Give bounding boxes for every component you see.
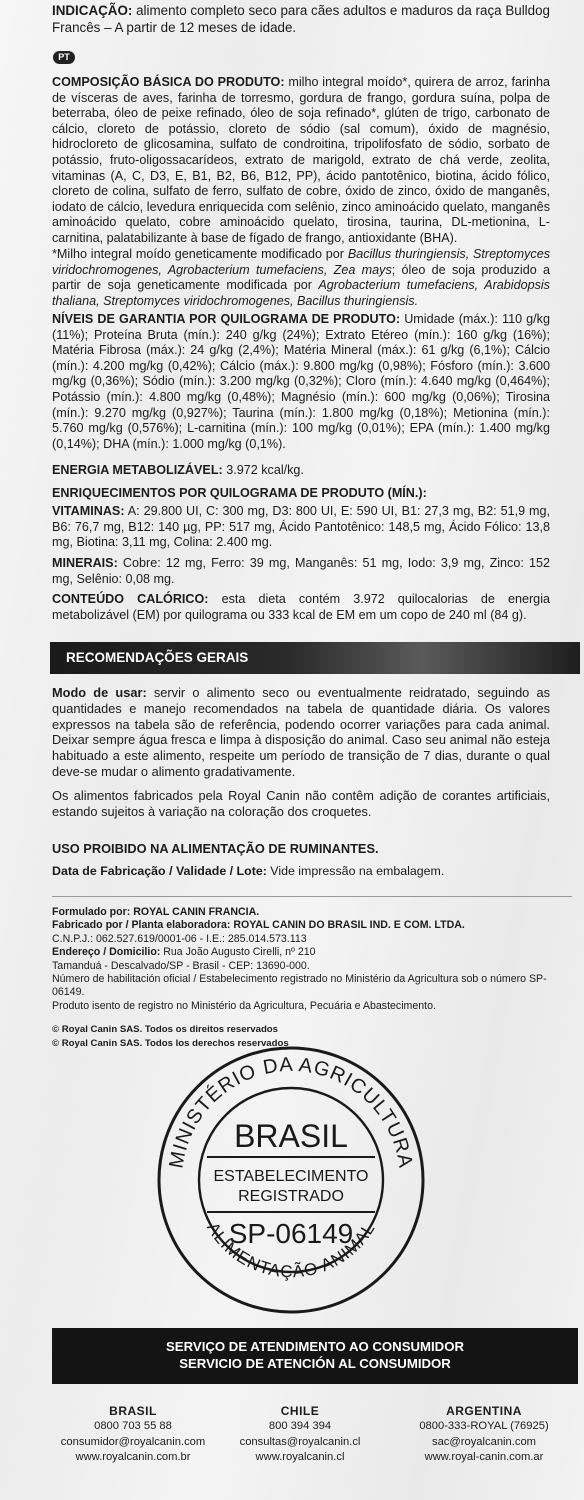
seal-line2: REGISTRADO [238,1188,344,1205]
endereco-line [52,946,572,959]
endereco-label: Endereço / Domicilio: [52,946,161,959]
isento-line: Produto isento de registro no Ministério da Agricultura, Pecuária e Abastecimento. [52,999,436,1012]
endereco-value: Rua João Augusto Cirelli, nº 210 [160,946,316,959]
seal-top-arc-text: MINISTÉRIO DA AGRICULTURA [165,1053,417,1170]
composicao-paragraph [52,75,550,247]
legal-block [52,906,572,1050]
energia-text: 3.972 kcal/kg. [222,463,304,477]
seal-country: BRASIL [234,1118,348,1154]
service-line-pt: SERVIÇO DE ATENDIMENTO AO CONSUMIDOR [166,1339,464,1354]
contact-email: sac@royalcanin.com [431,1435,536,1448]
minerais-text: Cobre: 12 mg, Ferro: 39 mg, Manganês: 51 mg, Iodo: 3,9 mg, Zinco: 152 mg, Selênio: 0,08 mg. [52,556,550,586]
cnpj-line: C.N.P.J.: 062.527.619/0001-06 - I.E.: 285.014.573.113 [52,932,307,945]
minerais-label: MINERAIS: [52,556,118,570]
formulado-label: Formulado por: [52,906,131,918]
fabricado-value: ROYAL CANIN DO BRASIL IND. E COM. LTDA. [230,919,465,932]
conteudo-paragraph [52,592,550,623]
minerais-paragraph [52,556,550,587]
consumer-service-banner [52,1328,578,1384]
conteudo-text: esta dieta contém 3.972 quilocalorias de energia metabolizável (EM) por quilograma ou 333 kcal de EM em um copo de 240 ml (84 g). [52,592,550,622]
contact-web: www.royalcanin.cl [255,1451,345,1464]
contact-web: www.royal-canin.com.ar [424,1451,544,1464]
enriquecimentos-title: ENRIQUECIMENTOS POR QUILOGRAMA DE PRODUTO (MÍN.): [52,486,427,500]
cidade-line: Tamanduá - Descalvado/SP - Brasil - CEP: 13690-000. [52,959,310,972]
transgenicos-text-2: ; óleo de soja produzido a partir de soja geneticamente modificada por [52,262,551,293]
contact-web: www.royalcanin.com.br [75,1451,191,1464]
vitaminas-text: A: 29.800 UI, C: 300 mg, D3: 800 UI, E: 590 UI, B1: 27,3 mg, B2: 51,9 mg, B6: 76,7 mg, B12: 140 µg, PP: 517 mg, Ácido Pantotênico: 148,5 mg, Ácido Fólico: 13,8 mg, Biotina: 3,11 mg, Colina: 2.400 mg. [52,504,550,550]
seal-line1: ESTABELECIMENTO [213,1168,369,1185]
transgenicos-organisms-1: Bacillus thuringiensis, Streptomyces viridochromogenes, Agrobacterium tumefaciens, Zea mays [52,247,550,277]
transgenicos-organisms-2: Agrobacterium tumefaciens, Arabidopsis thaliana, Streptomyces viridochromogenes, Bacillus thuringiensis. [52,278,550,308]
modo-label: Modo de usar: [52,685,147,700]
data-fab-label: Data de Fabricação / Validade / Lote: [52,864,267,878]
transgenicos-text-1: *Milho integral moído geneticamente modificado por [52,247,348,261]
vitaminas-paragraph [52,504,550,551]
fabricado-line [52,919,572,932]
ministerio-agricultura-seal [156,1045,426,1315]
modo-text: servir o alimento seco ou eventualmente reidratado, seguindo as quantidades e manejo recomendados na tabela de quantidade diária. Os valores expressos na tabela são de referência, podendo ocorrer variações para cada animal. Deixar sempre água fresca e limpa à disposição do animal. Caso seu animal não esteja habituado a este alimento, respeite um período de transição de 7 dias, durante o qual deve-se mudar o alimento gradativamente. [52,685,550,779]
conteudo-label: CONTEÚDO CALÓRICO: [52,592,209,606]
habilitacao-line: Número de habilitación oficial / Estabelecimento registrado no Ministério da Agricultura sob o número SP-06149. [52,973,547,999]
contact-email: consultas@royalcanin.cl [239,1435,361,1448]
recomendacoes-header [50,642,580,674]
vitaminas-label: VITAMINAS: [52,504,125,518]
modo-de-usar-paragraph [52,685,550,780]
copyright-es: © Royal Canin SAS. Todos los derechos reservados [52,1037,289,1049]
copyright-pt: © Royal Canin SAS. Todos os direitos reservados [52,1024,279,1036]
divider [52,896,572,897]
seal-bottom-arc-text: ALIMENTAÇÃO ANIMAL [203,1219,379,1282]
contact-country: ARGENTINA [446,1404,522,1418]
language-badge: PT [53,51,75,64]
uso-proibido-warning: USO PROIBIDO NA ALIMENTAÇÃO DE RUMINANTES. [52,841,379,856]
service-line-es: SERVICIO DE ATENCIÓN AL CONSUMIDOR [179,1356,451,1371]
contact-chile [230,1404,370,1466]
niveis-paragraph [52,312,550,452]
corantes-note: Os alimentos fabricados pela Royal Canin não contêm adição de corantes artificiais, estando sujeitos à variação na coloração dos croquetes. [52,788,550,819]
transgenicos-note [52,247,550,309]
data-fabricacao-line [52,864,550,880]
contact-email: consumidor@royalcanin.com [60,1435,206,1448]
contact-country: CHILE [280,1404,320,1418]
indicacao-label: INDICAÇÃO: [52,3,133,18]
contact-phone: 0800-333-ROYAL (76925) [419,1420,549,1433]
energia-paragraph [52,463,550,479]
indicacao-paragraph [52,2,550,36]
fabricado-label: Fabricado por / Planta elaboradora: [52,919,231,932]
recomendacoes-title: RECOMENDAÇÕES GERAIS [66,650,249,665]
contact-country: BRASIL [109,1404,157,1418]
contact-brasil [58,1404,208,1466]
seal-number: SP-06149 [228,1218,354,1249]
composicao-label: COMPOSIÇÃO BÁSICA DO PRODUTO: [52,75,285,89]
formulado-line [52,906,572,919]
contact-phone: 800 394 394 [268,1420,332,1433]
contact-phone: 0800 703 55 88 [94,1420,172,1433]
data-fab-text: Vide impressão na embalagem. [266,864,445,878]
indicacao-text: alimento completo seco para cães adultos e maduros da raça Bulldog Francês – A partir de 12 meses de idade. [52,3,550,35]
niveis-label: NÍVEIS DE GARANTIA POR QUILOGRAMA DE PRODUTO: [52,312,401,326]
contact-argentina [404,1404,564,1466]
energia-label: ENERGIA METABOLIZÁVEL: [52,463,223,477]
niveis-text: Umidade (máx.): 110 g/kg (11%); Proteína Bruta (mín.): 240 g/kg (24%); Extrato Etéreo (mín.): 160 g/kg (16%); Matéria Fibrosa (máx.): 24 g/kg (2,4%); Matéria Mineral (máx.): 61 g/kg (6,1%); Cálcio (mín.): 4.200 mg/kg (0,42%); Cálcio (máx.): 9.800 mg/kg (0,98%); Fósforo (mín.): 3.600 mg/kg (0,36%); Sódio (mín.): 3.200 mg/kg (0,32%); Cloro (mín.): 4.640 mg/kg (0,464%); Potássio (mín.): 4.800 mg/kg (0,48%); Magnésio (mín.): 600 mg/kg (0,06%); Tirosina (mín.): 9.270 mg/kg (0,927%); Taurina (mín.): 1.800 mg/kg (0,18%); Metionina (mín.): 5.760 mg/kg (0,576%); L-carnitina (mín.): 100 mg/kg (0,01%); EPA (mín.): 1.400 mg/kg (0,14%); DHA (mín.): 1.000 mg/kg (0,1%). [52,312,550,451]
composicao-text: milho integral moído*, quirera de arroz, farinha de vísceras de aves, farinha de torresmo, gordura de frango, gordura suína, polpa de beterraba, óleo de peixe refinado, óleo de soja refinado*, glúten de trigo, carbonato de cálcio, cloreto de potássio, cloreto de sódio (sal comum), óxido de magnésio, hidrocloreto de glicosamina, sulfato de condroitina, tripolifosfato de sódio, sorbato de potássio, fruto-oligossacarídeos, extrato de marigold, extrato de chá verde, zeolita, vitaminas (A, C, D3, E, B1, B2, B6, B12, PP), ácido pantotênico, biotina, ácido fólico, cloreto de colina, sulfato de ferro, sulfato de cobre, óxido de zinco, óxido de manganês, iodato de cálcio, levedura enriquecida com selênio, zinco aminoácido quelato, manganês aminoácido quelato, cobre aminoácido quelato, tirosina, taurina, DL-metionina, L-carnitina, palatabilizante à base de fígado de frango, antioxidante (BHA). [52,75,550,245]
formulado-value: ROYAL CANIN FRANCIA. [130,906,260,918]
